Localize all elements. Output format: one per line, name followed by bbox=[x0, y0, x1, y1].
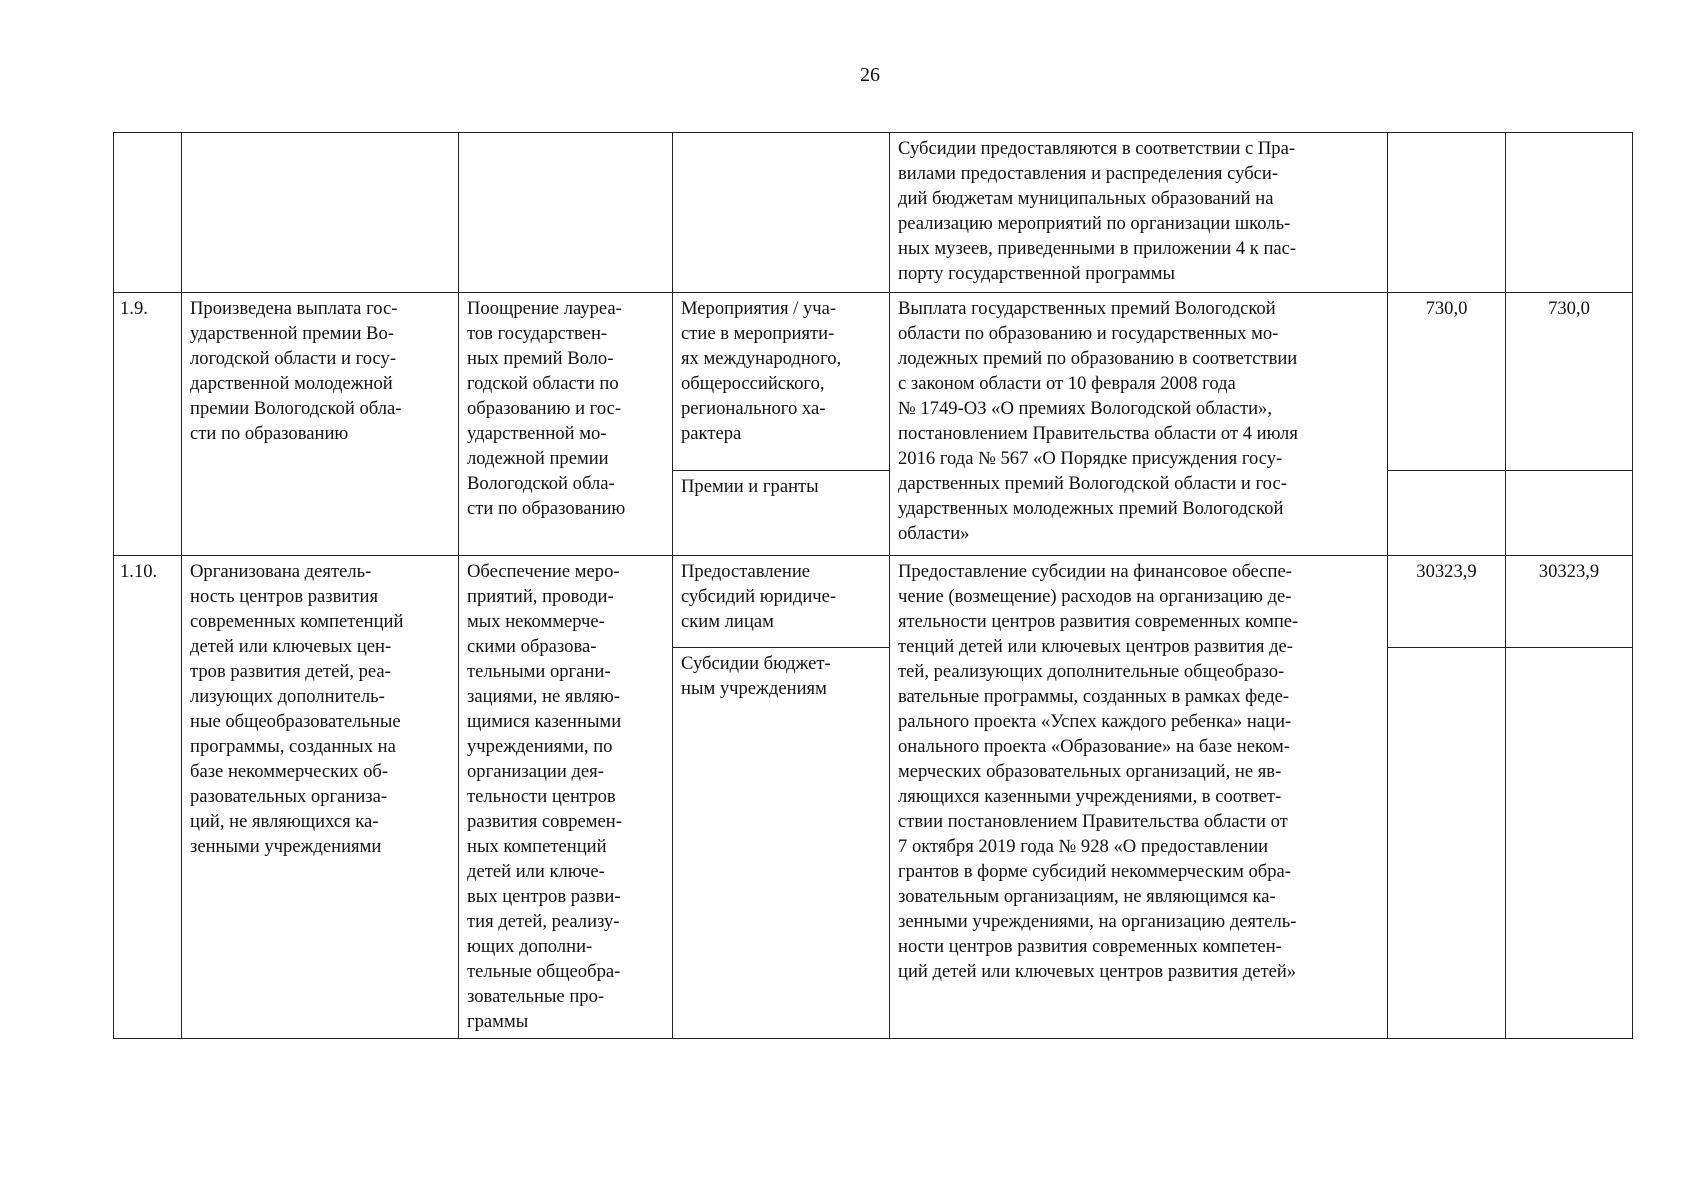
cell-result: Организована деятель- ность центров развития современных компетенций детей или ключевых цен- тров развития детей, реа- лизующих дополнитель- ные общеобразовательные программы, созданных на базе некоммерческих об- разовательных организа- ций, не являющихся ка- зенными учреждениями bbox=[182, 556, 459, 1039]
table-row-1-10 bbox=[114, 556, 1633, 648]
cell-type-1: Предоставление субсидий юридиче- ским лицам bbox=[673, 556, 890, 648]
table-row-1-9 bbox=[114, 293, 1633, 471]
table-row-continuation bbox=[114, 133, 1633, 293]
cell-num: 1.10. bbox=[114, 556, 182, 1039]
page-number: 26 bbox=[860, 64, 880, 86]
cell-result bbox=[182, 133, 459, 293]
cell-type-2: Премии и гранты bbox=[673, 471, 890, 556]
cell-value-1: 730,0 bbox=[1388, 293, 1506, 471]
cell-purpose: Поощрение лауреа- тов государствен- ных премий Воло- годской области по образованию и гос- ударственной мо- лодежной премии Вологодской обла- сти по образованию bbox=[459, 293, 673, 556]
cell-value-1 bbox=[1388, 133, 1506, 293]
cell-value-1-sub bbox=[1388, 647, 1506, 1038]
cell-type bbox=[673, 133, 890, 293]
cell-result: Произведена выплата гос- ударственной премии Во- логодской области и госу- дарственной молодежной премии Вологодской обла- сти по образованию bbox=[182, 293, 459, 556]
cell-value-1: 30323,9 bbox=[1388, 556, 1506, 648]
cell-value-2: 30323,9 bbox=[1506, 556, 1633, 648]
cell-value-1-sub bbox=[1388, 471, 1506, 556]
cell-value-2-sub bbox=[1506, 471, 1633, 556]
cell-type-2: Субсидии бюджет- ным учреждениям bbox=[673, 647, 890, 1038]
cell-value-2-sub bbox=[1506, 647, 1633, 1038]
cell-purpose: Обеспечение меро- приятий, проводи- мых некоммерче- скими образова- тельными органи- зациями, не являю- щимися казенными учреждениями, по организации дея- тельности центров развития современ- ных компетенций детей или ключе- вых центров разви- тия детей, реализу- ющих дополни- тельные общеобра- зовательные про- граммы bbox=[459, 556, 673, 1039]
document-table bbox=[113, 132, 1633, 1039]
cell-value-2 bbox=[1506, 133, 1633, 293]
cell-description: Предоставление субсидии на финансовое обеспе- чение (возмещение) расходов на организацию де- ятельности центров развития современных компе- тенций детей или ключевых центров развития де- тей, реализующих дополнительные общеобразо- вательные программы, созданных в рамках феде- рального проекта «Успех каждого ребенка» наци- онального проекта «Образование» на базе неком- мерческих образовательных организаций, не яв- ляющихся казенными учреждениями, в соответ- ствии постановлением Правительства области от 7 октября 2019 года № 928 «О предоставлении грантов в форме субсидий некоммерческим обра- зовательным организациям, не являющимся ка- зенными учреждениями, на организацию деятель- ности центров развития современных компетен- ций детей или ключевых центров развития детей» bbox=[890, 556, 1388, 1039]
cell-description: Выплата государственных премий Вологодской области по образованию и государственных мо- лодежных премий по образованию в соответствии с законом области от 10 февраля 2008 года № 1749-ОЗ «О премиях Вологодской области», постановлением Правительства области от 4 июля 2016 года № 567 «О Порядке присуждения госу- дарственных премий Вологодской области и гос- ударственных молодежных премий Вологодской области» bbox=[890, 293, 1388, 556]
cell-type-1: Мероприятия / уча- стие в мероприяти- ях международного, общероссийского, регионального ха- рактера bbox=[673, 293, 890, 471]
cell-num bbox=[114, 133, 182, 293]
cell-purpose bbox=[459, 133, 673, 293]
cell-description: Субсидии предоставляются в соответствии с Пра- вилами предоставления и распределения субси- дий бюджетам муниципальных образований на реализацию мероприятий по организации школь- ных музеев, приведенными в приложении 4 к пас- порту государственной программы bbox=[890, 133, 1388, 293]
cell-num: 1.9. bbox=[114, 293, 182, 556]
cell-value-2: 730,0 bbox=[1506, 293, 1633, 471]
